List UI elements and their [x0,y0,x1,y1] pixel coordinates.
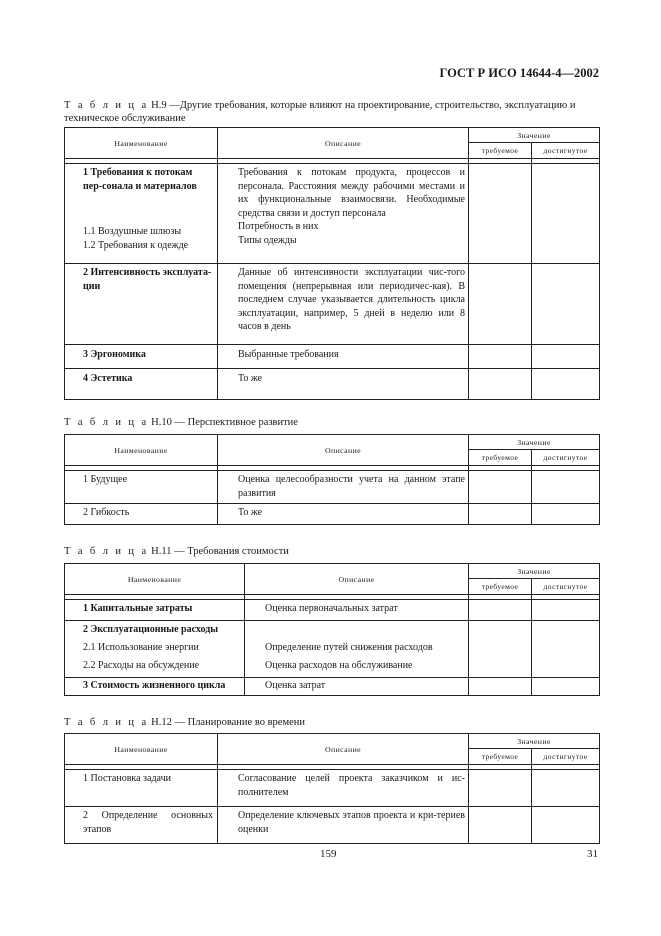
col-header-name: Наименование [65,564,245,595]
table-row [65,678,600,696]
table-10 [64,434,600,525]
table-row [65,369,600,400]
table-9-caption: Т а б л и ц а Н.9 —Другие требования, которые влияют на проектирование, строительство, эксплуатацию и техническое обслуживание [64,100,576,124]
page-number-center: 159 [320,848,337,860]
row-description: Оценка затрат [265,680,326,691]
required-cell [469,471,532,504]
table-9 [64,127,600,400]
col-header-description: Описание [218,435,469,466]
row-name: 2.1 Использование энергии [83,641,199,653]
table-row [65,504,600,525]
required-cell [469,621,532,678]
table-row [65,600,600,621]
required-cell [469,345,532,369]
col-header-value: Значение [469,734,600,749]
row-description: Типы одежды [238,234,297,246]
col-header-name: Наименование [65,128,218,159]
table-row [65,471,600,504]
row-description: Оценка первоначальных затрат [265,603,398,614]
achieved-cell [532,621,600,678]
row-name: 1.2 Требования к одежде [83,239,189,251]
required-cell [469,600,532,621]
required-cell [469,264,532,345]
row-name: 2 Интенсивность эксплуата-ции [83,267,212,292]
achieved-cell [532,807,600,844]
table-11 [64,563,600,696]
col-header-description: Описание [245,564,469,595]
required-cell [469,807,532,844]
achieved-cell [532,504,600,525]
row-name: 1.1 Воздушные шлюзы [83,226,182,238]
achieved-cell [532,600,600,621]
row-name: 1 Капитальные затраты [83,603,193,614]
achieved-cell [532,770,600,807]
col-header-required: требуемое [469,749,532,765]
row-name: 2 Определение основных этапов [83,810,213,835]
table-row [65,345,600,369]
col-header-required: требуемое [469,143,532,159]
table-row [65,807,600,844]
col-header-required: требуемое [469,579,532,595]
standard-header: ГОСТ Р ИСО 14644-4—2002 [439,66,599,80]
row-description: Согласование целей проекта заказчиком и ис-полнителем [238,773,465,798]
col-header-value: Значение [469,435,600,450]
achieved-cell [532,471,600,504]
col-header-description: Описание [218,734,469,765]
row-name: 2.2 Расходы на обсуждение [83,660,200,672]
row-description: Оценка целесообразности учета на данном этапе развития [238,474,465,499]
achieved-cell [532,345,600,369]
col-header-achieved: достигнутое [532,579,600,595]
row-name: 1 Требования к потокам пер-сонала и материалов [83,167,197,192]
page-number-right: 31 [587,848,598,860]
col-header-required: требуемое [469,450,532,466]
achieved-cell [532,164,600,264]
required-cell [469,164,532,264]
achieved-cell [532,678,600,696]
table-row [65,164,600,264]
col-header-name: Наименование [65,435,218,466]
col-header-achieved: достигнутое [532,143,600,159]
row-name: 3 Эргономика [83,349,146,360]
table-12-caption: Т а б л и ц а Н.12 — Планирование во времени [64,717,306,728]
achieved-cell [532,264,600,345]
row-description: То же [238,373,263,384]
required-cell [469,369,532,400]
table-row [65,621,600,678]
required-cell [469,770,532,807]
required-cell [469,504,532,525]
row-name: 2 Эксплуатационные расходы [83,624,219,635]
col-header-name: Наименование [65,734,218,765]
required-cell [469,678,532,696]
achieved-cell [532,369,600,400]
row-name: 1 Постановка задачи [83,773,171,784]
row-description: Требования к потокам продукта, процессов и персонала. Расстояния между рабочими местами и их функциональные взаимосвязи. Необходимые средства связи и доступ персонала [238,167,465,219]
table-row [65,264,600,345]
row-description: Выбранные требования [238,349,339,360]
row-description: Данные об интенсивности эксплуатации чис-того помещения (непрерывная или периодичес-кая). В последнем случае указывается длительность цикла эксплуатации, например, 5 дней в неделю или 8 часов в день [238,267,465,333]
row-name: 1 Будущее [83,474,128,485]
row-description: То же [238,507,263,518]
table-row [65,770,600,807]
col-header-achieved: достигнутое [532,749,600,765]
row-name: 2 Гибкость [83,507,130,518]
col-header-value: Значение [469,564,600,579]
table-10-caption: Т а б л и ц а Н.10 — Перспективное развитие [64,417,298,428]
table-11-caption: Т а б л и ц а Н.11 — Требования стоимости [64,546,289,557]
row-description [245,623,468,637]
row-description: Определение путей снижения расходов [265,641,433,653]
row-description: Оценка расходов на обслуживание [265,660,413,672]
row-description: Определение ключевых этапов проекта и кри-териев оценки [238,810,465,835]
row-name: 3 Стоимость жизненного цикла [83,680,226,691]
col-header-achieved: достигнутое [532,450,600,466]
row-name: 4 Эстетика [83,373,133,384]
col-header-description: Описание [218,128,469,159]
row-description: Потребность в них [238,221,319,233]
table-12 [64,733,600,844]
col-header-value: Значение [469,128,600,143]
